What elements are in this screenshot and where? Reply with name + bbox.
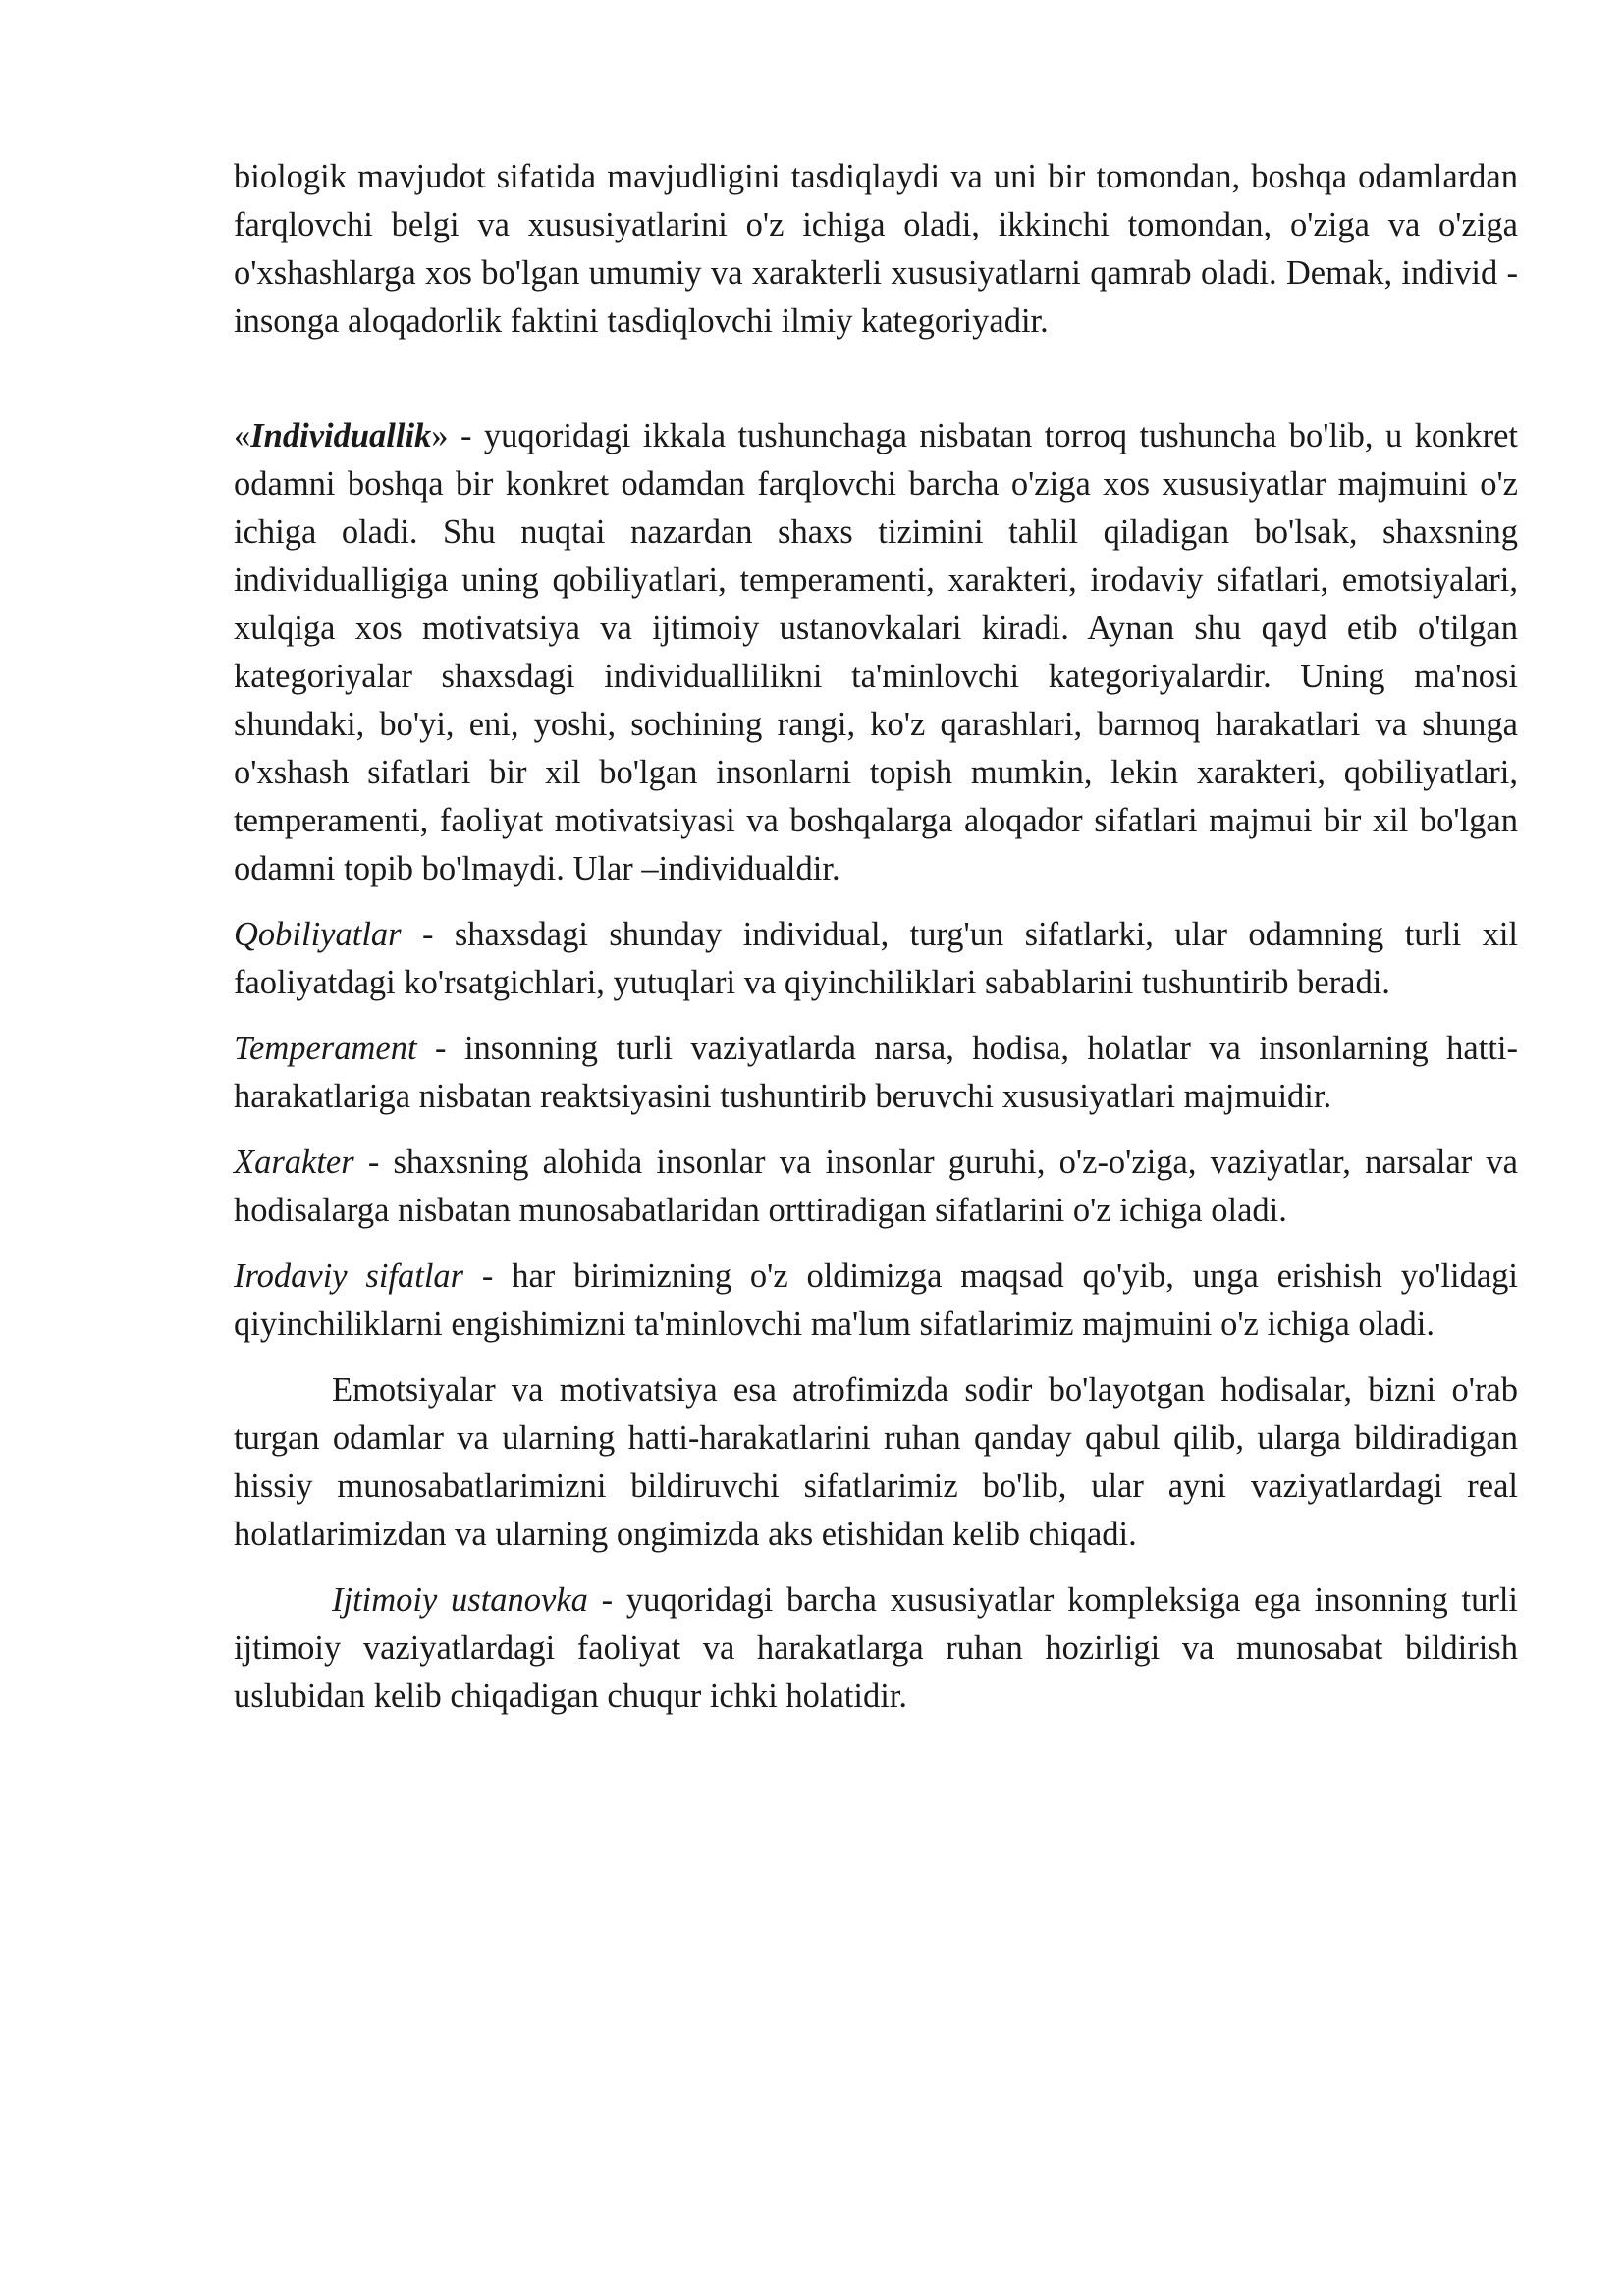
paragraph-text: - insonning turli vaziyatlarda narsa, hodisa, holatlar va insonlarning hatti-harakatlariga nisbatan reaktsiyasini tushuntirib beruvchi xususiyatlari majmuidir. [234, 1030, 1518, 1115]
paragraph-qobiliyatlar [234, 911, 1518, 1007]
term-temperament: Temperament [234, 1030, 417, 1067]
paragraph-ijtimoiy-ustanovka [234, 1576, 1518, 1721]
term-individuallik: Individuallik [250, 417, 432, 454]
open-quote: « [234, 417, 251, 454]
paragraph-xarakter [234, 1139, 1518, 1235]
term-ijtimoiy-ustanovka: Ijtimoiy ustanovka [332, 1581, 588, 1619]
paragraph-emotsiyalar [234, 1366, 1518, 1559]
paragraph-text: biologik mavjudot sifatida mavjudligini tasdiqlaydi va uni bir tomondan, boshqa odamlardan farqlovchi belgi va xususiyatlarini o'z ichiga oladi, ikkinchi tomondan, o'ziga va o'ziga o'xshashlarga xos bo'lgan umumiy va xarakterli xususiyatlarni qamrab oladi. Demak, individ - insonga aloqadorlik faktini tasdiqlovchi ilmiy kategoriyadir. [234, 158, 1518, 340]
term-xarakter: Xarakter [234, 1144, 354, 1181]
paragraph-irodaviy-sifatlar [234, 1253, 1518, 1349]
term-qobiliyatlar: Qobiliyatlar [234, 916, 402, 953]
document-body [234, 153, 1518, 1721]
paragraph-text: - har birimizning o'z oldimizga maqsad qo'yib, unga erishish yo'lidagi qiyinchiliklarni engishimizni ta'minlovchi ma'lum sifatlarimiz majmuini o'z ichiga oladi. [234, 1257, 1518, 1343]
paragraph-temperament [234, 1025, 1518, 1121]
paragraph-individ-continuation [234, 153, 1518, 346]
paragraph-text: - shaxsdagi shunday individual, turg'un sifatlarki, ular odamning turli xil faoliyatdagi ko'rsatgichlari, yutuqlari va qiyinchiliklari sabablarini tushuntirib beradi. [234, 916, 1518, 1001]
paragraph-text: - shaxsning alohida insonlar va insonlar guruhi, o'z-o'ziga, vaziyatlar, narsalar va hodisalarga nisbatan munosabatlaridan orttiradigan sifatlarini o'z ichiga oladi. [234, 1144, 1518, 1229]
close-quote: » [431, 417, 449, 454]
paragraph-individuallik [234, 412, 1518, 893]
paragraph-text: - yuqoridagi barcha xususiyatlar kompleksiga ega insonning turli ijtimoiy vaziyatlardagi faoliyat va harakatlarga ruhan hozirligi va munosabat bildirish uslubidan kelib chiqadigan chuqur ichki holatidir. [234, 1581, 1518, 1715]
paragraph-text: Emotsiyalar va motivatsiya esa atrofimizda sodir bo'layotgan hodisalar, bizni o'rab turgan odamlar va ularning hatti-harakatlarini ruhan qanday qabul qilib, ularga bildiradigan hissiy munosabatlarimizni bildiruvchi sifatlarimiz bo'lib, ular ayni vaziyatlardagi real holatlarimizdan va ularning ongimizda aks etishidan kelib chiqadi. [234, 1371, 1518, 1553]
term-irodaviy-sifatlar: Irodaviy sifatlar [234, 1257, 464, 1295]
paragraph-text: - yuqoridagi ikkala tushunchaga nisbatan torroq tushuncha bo'lib, u konkret odamni boshqa bir konkret odamdan farqlovchi barcha o'ziga xos xususiyatlar majmuini o'z ichiga oladi. Shu nuqtai nazardan shaxs tizimini tahlil qiladigan bo'lsak, shaxsning individualligiga uning qobiliyatlari, temperamenti, xarakteri, irodaviy sifatlari, emotsiyalari, xulqiga xos motivatsiya va ijtimoiy ustanovkalari kiradi. Aynan shu qayd etib o'tilgan kategoriyalar shaxsdagi individuallilikni ta'minlovchi kategoriyalardir. Uning ma'nosi shundaki, bo'yi, eni, yoshi, sochining rangi, ko'z qarashlari, barmoq harakatlari va shunga o'xshash sifatlari bir xil bo'lgan insonlarni topish mumkin, lekin xarakteri, qobiliyatlari, temperamenti, faoliyat motivatsiyasi va boshqalarga aloqador sifatlari majmui bir xil bo'lgan odamni topib bo'lmaydi. Ular –individualdir. [234, 417, 1518, 887]
